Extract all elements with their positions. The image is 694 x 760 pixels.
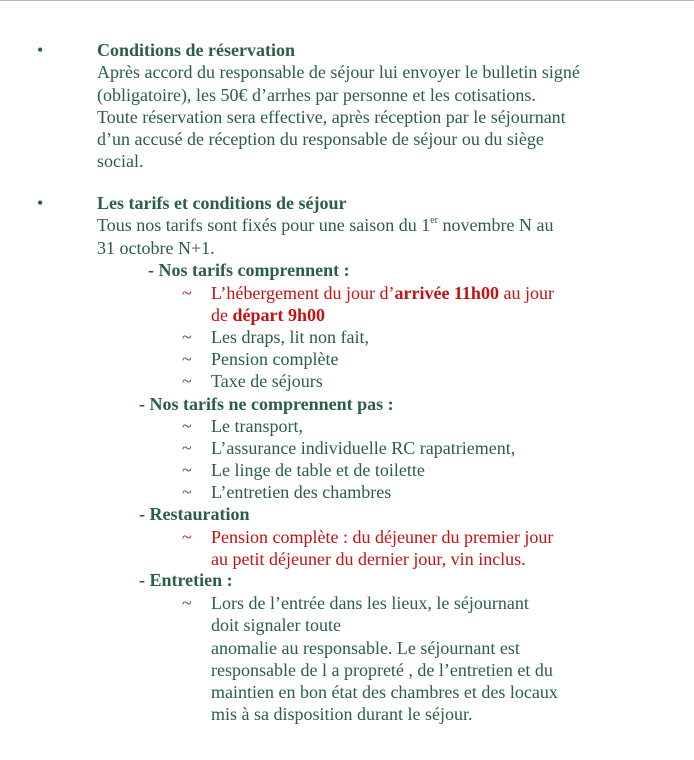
tarifs-intro: Tous nos tarifs sont fixés pour une saison du 1er novembre N au [97, 215, 554, 236]
tilde-bullet-icon: ~ [182, 283, 192, 303]
list-item [182, 592, 642, 726]
reservation-line: social. [97, 151, 144, 172]
top-border [0, 0, 694, 1]
tilde-bullet-icon: ~ [182, 349, 192, 369]
reservation-line: (obligatoire), les 50€ d’arrhes par personne et les cotisations. [97, 84, 536, 105]
restauration-heading: - Restauration [139, 504, 250, 524]
entretien-heading: - Entretien : [139, 570, 233, 590]
reservation-title: Conditions de réservation [97, 40, 295, 60]
tilde-bullet-icon: ~ [182, 438, 192, 458]
bullet-icon: • [37, 193, 44, 213]
entretien-text: Lors de l’entrée dans les lieux, le séjournant doit signaler toute anomalie au responsable. Le séjournant est responsable de l a propreté , de l’entretien et du maintien en bon état des chambres et des locaux mis à sa disposition durant le séjour. [211, 593, 558, 725]
restauration-text: Pension complète : du déjeuner du premier jour au petit déjeuner du dernier jour, vin inclus. [211, 527, 554, 570]
tilde-bullet-icon: ~ [182, 460, 192, 480]
reservation-line: d’un accusé de réception du responsable de séjour ou du siège [97, 129, 544, 150]
reservation-line: Toute réservation sera effective, après réception par le séjournant [97, 106, 566, 127]
reservation-section [97, 39, 667, 173]
tarifs-title: Les tarifs et conditions de séjour [97, 193, 347, 213]
list-item [182, 526, 642, 570]
bullet-icon: • [37, 40, 44, 60]
list-item [182, 282, 642, 326]
hebergement-text: L’hébergement du jour d’arrivée 11h00 au jour de départ 9h00 [211, 283, 554, 326]
tilde-bullet-icon: ~ [182, 482, 192, 502]
tilde-bullet-icon: ~ [182, 527, 192, 547]
tarifs-intro-line2: 31 octobre N+1. [97, 237, 215, 258]
reservation-line: Après accord du responsable de séjour lui envoyer le bulletin signé [97, 62, 580, 83]
tilde-bullet-icon: ~ [182, 371, 192, 391]
comprennent-heading: - Nos tarifs comprennent : [148, 260, 350, 280]
tilde-bullet-icon: ~ [182, 416, 192, 436]
tilde-bullet-icon: ~ [182, 327, 192, 347]
tarifs-section [97, 192, 667, 259]
ne-comprennent-heading: - Nos tarifs ne comprennent pas : [139, 394, 394, 414]
tilde-bullet-icon: ~ [182, 593, 192, 613]
